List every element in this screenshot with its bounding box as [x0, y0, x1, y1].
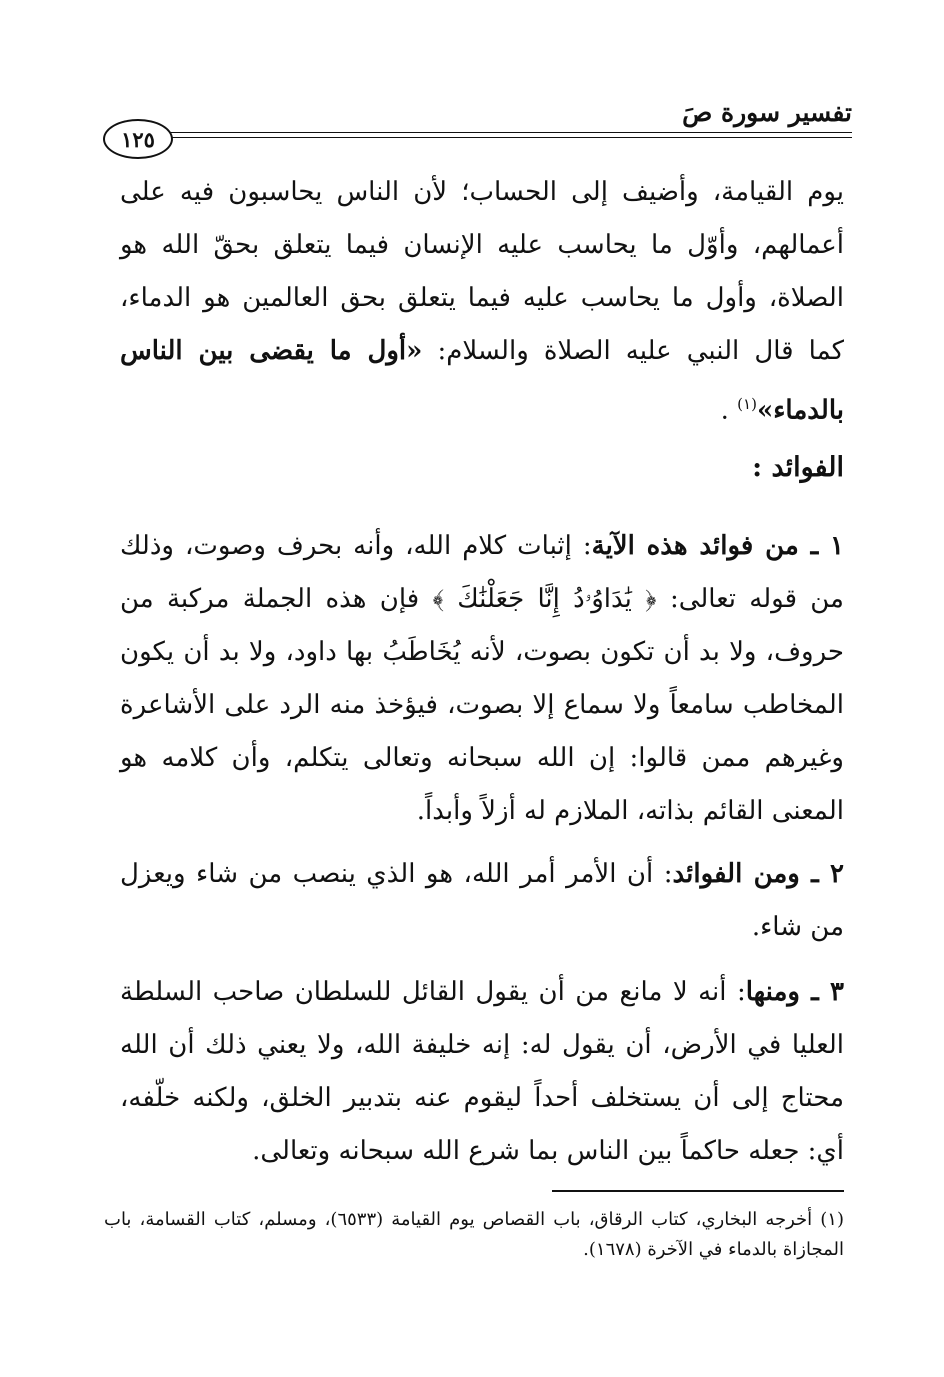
intro-paragraph	[120, 166, 844, 438]
benefit-point-1	[120, 520, 844, 838]
running-title: تفسير سورة صَ	[682, 98, 852, 127]
intro-text-block	[120, 166, 844, 438]
footnote: (١) أخرجه البخاري، كتاب الرقاق، باب القصاص يوم القيامة (٦٥٣٣)، ومسلم، كتاب القسامة، باب المجازاة بالدماء في الآخرة (١٦٧٨).	[104, 1209, 844, 1260]
point-number: ٢ ـ	[799, 859, 844, 889]
page-number: ١٢٥	[121, 126, 155, 152]
point-number: ٣ ـ	[799, 977, 844, 1007]
header-rule	[160, 132, 852, 138]
point-lead: ومنها	[745, 977, 800, 1007]
benefit-point-2	[120, 848, 844, 954]
benefit-point-3	[120, 966, 844, 1178]
point-lead: من فوائد هذه الآية	[591, 531, 799, 561]
page-number-badge	[103, 119, 173, 159]
point-text: : أنه لا مانع من أن يقول القائل للسلطان صاحب السلطة العليا في الأرض، أن يقول له: إنه خليفة الله، ولا يعني ذلك أن الله محتاج إلى أن يستخلف أحداً ليقوم عنه بتدبير الخلق، ولكنه خلّفه، أي: جعله حاكماً بين الناس بما شرع الله سبحانه وتعالى.	[120, 977, 844, 1166]
intro-end: .	[720, 395, 738, 426]
section-heading: الفوائد :	[752, 452, 844, 483]
point-text: : أن الأمر أمر الله، هو الذي ينصب من شاء ويعزل من شاء.	[120, 859, 844, 942]
intro-text: يوم القيامة، وأضيف إلى الحساب؛ لأن الناس يحاسبون فيه على أعمالهم، وأوّل ما يحاسب عليه الإنسان فيما يتعلق بحقّ الله هو الصلاة، وأول ما يحاسب عليه فيما يتعلق بحق العالمين هو الدماء، كما قال النبي عليه الصلاة والسلام:	[120, 177, 845, 366]
footnote-divider	[552, 1190, 844, 1192]
point-lead: ومن الفوائد	[672, 859, 800, 889]
hadith-quote: «أول ما يقضى بين الناس بالدماء»	[120, 336, 844, 426]
point-text: : إثبات كلام الله، وأنه بحرف وصوت، وذلك من قوله تعالى: ﴿ يَٰدَاوُۥدُ إِنَّا جَعَلْنَٰكَ ﴾ فإن هذه الجملة مركبة من حروف، ولا بد أن تكون بصوت، لأنه يُخَاطَبُ بها داود، ولا بد أن يكون المخاطب سامعاً ولا سماع إلا بصوت، فيؤخذ منه الرد على الأشاعرة وغيرهم ممن قالوا: إن الله سبحانه وتعالى يتكلم، وأن كلامه هو المعنى القائم بذاته، الملازم له أزلاً وأبداً.	[120, 531, 844, 826]
footnote-marker[interactable]: (١)	[737, 395, 757, 413]
point-number: ١ ـ	[798, 531, 844, 561]
